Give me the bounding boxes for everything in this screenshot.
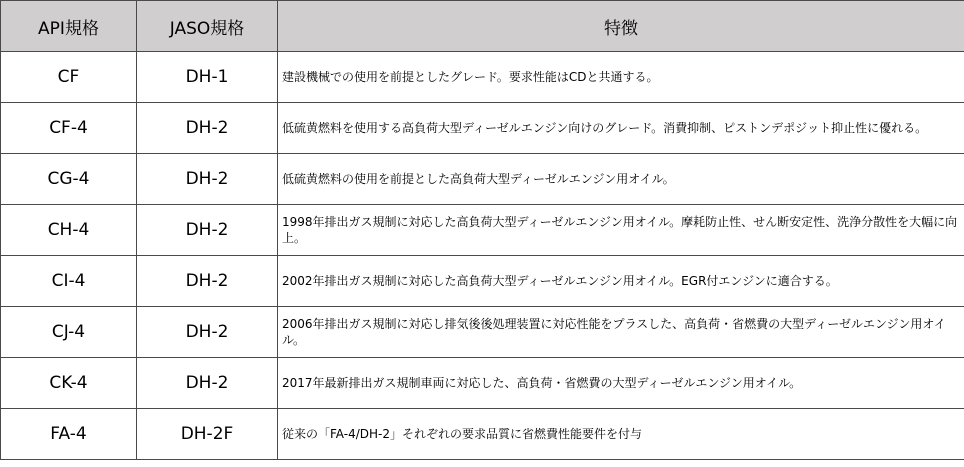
api-cell: CK-4 [1, 358, 137, 409]
api-cell: CI-4 [1, 256, 137, 307]
feature-cell: 2006年排出ガス規制に対応し排気後後処理装置に対応性能をプラスした、高負荷・省燃費の大型ディーゼルエンジン用オイル。 [278, 307, 964, 358]
api-cell: CG-4 [1, 154, 137, 205]
jaso-cell: DH-2 [137, 154, 278, 205]
jaso-cell: DH-2 [137, 307, 278, 358]
jaso-cell: DH-2F [137, 409, 278, 460]
table-row [1, 358, 964, 409]
table-row [1, 205, 964, 256]
table-row [1, 103, 964, 154]
api-cell: CF [1, 52, 137, 103]
api-cell: FA-4 [1, 409, 137, 460]
feature-cell: 1998年排出ガス規制に対応した高負荷大型ディーゼルエンジン用オイル。摩耗防止性、せん断安定性、洗浄分散性を大幅に向上。 [278, 205, 964, 256]
header-api: API規格 [1, 1, 137, 52]
table-row [1, 52, 964, 103]
table-row [1, 256, 964, 307]
feature-cell: 2017年最新排出ガス規制車両に対応した、高負荷・省燃費の大型ディーゼルエンジン用オイル。 [278, 358, 964, 409]
feature-cell: 2002年排出ガス規制に対応した高負荷大型ディーゼルエンジン用オイル。EGR付エンジンに適合する。 [278, 256, 964, 307]
table-row [1, 154, 964, 205]
jaso-cell: DH-2 [137, 256, 278, 307]
table-row [1, 307, 964, 358]
jaso-cell: DH-1 [137, 52, 278, 103]
api-cell: CJ-4 [1, 307, 137, 358]
feature-cell: 従来の「FA-4/DH-2」それぞれの要求品質に省燃費性能要件を付与 [278, 409, 964, 460]
jaso-cell: DH-2 [137, 358, 278, 409]
api-cell: CF-4 [1, 103, 137, 154]
feature-cell: 低硫黄燃料の使用を前提とした高負荷大型ディーゼルエンジン用オイル。 [278, 154, 964, 205]
header-row [1, 1, 964, 52]
jaso-cell: DH-2 [137, 103, 278, 154]
table-row [1, 409, 964, 460]
jaso-cell: DH-2 [137, 205, 278, 256]
feature-cell: 建設機械での使用を前提としたグレード。要求性能はCDと共通する。 [278, 52, 964, 103]
header-jaso: JASO規格 [137, 1, 278, 52]
feature-cell: 低硫黄燃料を使用する高負荷大型ディーゼルエンジン向けのグレード。消費抑制、ピストンデポジット抑止性に優れる。 [278, 103, 964, 154]
header-feature: 特徴 [278, 1, 964, 52]
api-cell: CH-4 [1, 205, 137, 256]
